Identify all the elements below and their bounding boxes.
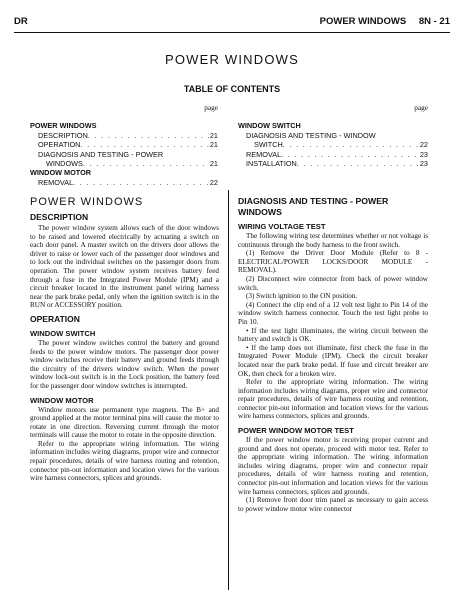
toc-section-heading: WINDOW SWITCH [238, 121, 301, 131]
toc-heading: TABLE OF CONTENTS [183, 84, 281, 94]
toc-right-column [238, 103, 428, 168]
topic-heading: POWER WINDOW MOTOR TEST [238, 426, 354, 436]
toc-entry [30, 131, 218, 140]
toc-page-label: page [204, 103, 218, 112]
toc-entry-title: SWITCH [254, 140, 283, 150]
section-title: POWER WINDOWS [30, 196, 144, 208]
toc-entry-page: 22 [419, 140, 428, 150]
body-paragraph: Refer to the appropriate wiring information. The wiring information includes wiring diagrams, proper wire and connector repair procedures, details of wire harness routing and retention, connector pin-out information and location views for the various wire harness connectors, splices and grounds. [30, 439, 219, 483]
header-section-title: POWER WINDOWS [319, 16, 407, 27]
running-header [14, 14, 450, 30]
body-paragraph: Window motors use permanent type magnets. The B+ and ground applied at the motor terminal pins will cause the motor to rotate in one direction. Reversing current through the motor terminals will cause the motor to rotate in the opposite direction. [30, 405, 219, 440]
toc-entry [238, 159, 428, 168]
toc-leader-dots [297, 159, 420, 168]
body-paragraph: The following wiring test determines whether or not voltage is continuous through the body harness to the front switch. [238, 232, 428, 249]
header-rule [14, 32, 450, 33]
toc-entry-page: 21 [209, 159, 218, 169]
body-left-column [30, 196, 219, 483]
toc-entry-page: 23 [419, 159, 428, 169]
body-paragraph: The power window system allows each of the door windows to be raised and lowered electrically by actuating a switch on each door panel. A master switch on the drivers door allows the driver to raise or lower each of the passenger door windows and to lock out the individual switches on the passenger doors from operation. The power window system receives battery feed through a fuse in the Integrated Power Module (IPM) and a circuit breaker located in the instrument panel wiring harness near the park brake pedal, only when the ignition switch is in the RUN or ACCESSORY position. [30, 224, 219, 310]
header-right [320, 16, 450, 27]
toc-entry: DIAGNOSIS AND TESTING - POWER [38, 149, 164, 159]
body-paragraph: If the power window motor is receiving proper current and ground and does not operate, proceed with motor test. Refer to the appropriate wiring information. The wiring information includes wiring diagrams, proper wire and connector repair procedures, details of wire harness routing and retention, connector pin-out information and location views for the various wire harness connectors, splices and grounds. [238, 436, 428, 496]
toc-leader-dots [83, 159, 210, 168]
toc-entry [30, 140, 218, 149]
toc-section-heading: WINDOW MOTOR [30, 168, 92, 178]
toc-leader-dots [88, 131, 210, 140]
toc-entry [238, 150, 428, 159]
toc-entry-title: REMOVAL [246, 149, 282, 159]
toc-entry-page: 23 [419, 149, 428, 159]
toc-entry-title: REMOVAL [38, 177, 74, 187]
column-divider [228, 190, 229, 590]
body-paragraph: (2) Disconnect wire connector from back of power window switch. [238, 274, 428, 292]
toc-entry-title: OPERATION [38, 140, 81, 150]
header-page-number: 8N - 21 [418, 16, 450, 27]
body-paragraph: • If the test light illuminates, the wiring circuit between the battery and switch is OK. [238, 326, 428, 344]
body-paragraph: (1) Remove the Driver Door Module (Refer to 8 - ELECTRICAL/POWER LOCKS/DOOR MODULE - REMOVAL). [238, 249, 428, 275]
body-paragraph: (3) Switch ignition to the ON position. [246, 292, 358, 301]
toc-entry-title: DESCRIPTION [38, 130, 88, 140]
toc-entry [238, 140, 428, 149]
body-paragraph: Refer to the appropriate wiring information. The wiring information includes wiring diagrams, proper wire and connector repair procedures, details of wire harness routing and retention, connector pin-out information and location views for the various wire harness connectors, splices and grounds. [238, 378, 428, 421]
toc-entry [30, 159, 218, 168]
subsection-heading: OPERATION [30, 313, 80, 324]
page-title: POWER WINDOWS [164, 52, 300, 67]
toc-entry-title: INSTALLATION [246, 159, 297, 169]
header-model-code: DR [14, 16, 28, 27]
toc-leader-dots [73, 178, 210, 187]
topic-heading: WIRING VOLTAGE TEST [238, 222, 326, 231]
toc-leader-dots [283, 140, 420, 149]
toc-leader-dots [80, 140, 209, 149]
toc-left-column [30, 103, 218, 187]
body-paragraph: (1) Remove front door trim panel as necessary to gain access to power window motor wire connector [238, 496, 428, 513]
topic-heading: WINDOW MOTOR [30, 395, 94, 405]
subsection-heading: DESCRIPTION [30, 212, 89, 222]
body-paragraph: The power window switches control the battery and ground feeds to the power window motors. The passenger door power window switches receive their battery and ground feeds through the circuitry of the drivers window switch. When the power window lock-out switch is in the Lock position, the battery feed for the passenger door window switches is interrupted. [30, 338, 219, 390]
subsection-heading: DIAGNOSIS AND TESTING - POWER WINDOWS [238, 196, 389, 217]
toc-section-heading: POWER WINDOWS [30, 121, 97, 131]
topic-heading: WINDOW SWITCH [30, 328, 96, 338]
body-right-column [238, 196, 428, 513]
toc-entry-page: 21 [209, 140, 218, 150]
body-paragraph: • If the lamp does not illuminate, first check the fuse in the Integrated Power Module (IPM). Check the circuit breaker located near the park brake pedal. If fuse and circuit breaker are OK, then check for a broken wire. [238, 343, 428, 378]
toc-entry [30, 178, 218, 187]
toc-leader-dots [281, 150, 420, 159]
toc-entry-page: 22 [209, 177, 218, 187]
toc-page-label: page [414, 103, 428, 112]
toc-entry-page: 21 [209, 130, 218, 140]
toc-entry: DIAGNOSIS AND TESTING - WINDOW [246, 130, 376, 140]
body-paragraph: (4) Connect the clip end of a 12 volt test light to Pin 14 of the window switch harness connector. Touch the test light probe to Pin 10. [238, 300, 428, 326]
toc-entry-title: WINDOWS [46, 159, 83, 169]
